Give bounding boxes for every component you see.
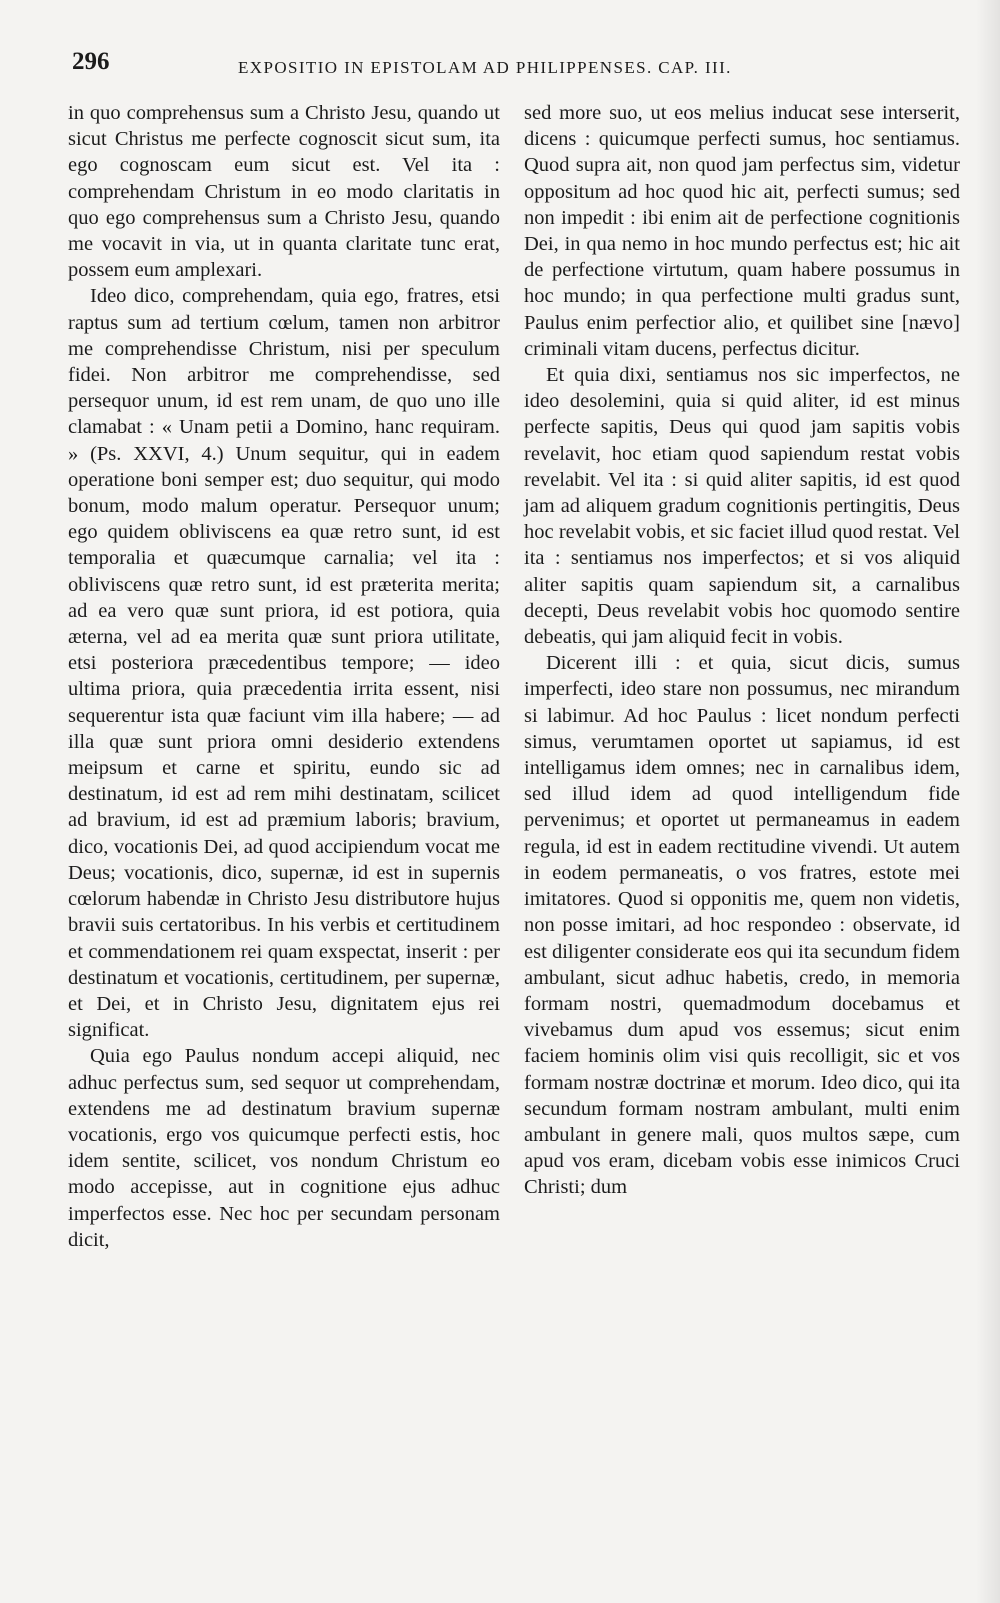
paragraph: Quia ego Paulus nondum accepi aliquid, nec adhuc perfectus sum, sed sequor ut comprehendam, extendens me ad destinatum bravium supernæ vocationis, ergo vos quicumque perfecti estis, hoc idem sentite, scilicet, vos nondum Christum eo modo accepisse, aut in cognitione ejus adhuc imperfectos esse. Nec hoc per secundam personam dicit, (68, 1045, 500, 1251)
left-column (68, 100, 500, 1253)
paragraph: in quo comprehensus sum a Christo Jesu, quando ut sicut Christus me perfecte cognoscit sicut sum, ita ego cognoscam eum sicut est. Vel ita : comprehendam Christum in eo modo claritatis in quo ego comprehensus sum a Christo Jesu, quando me vocavit in via, ut in quanta claritate tunc erat, possem eum amplexari. (68, 102, 500, 282)
paragraph: Ideo dico, comprehendam, quia ego, fratres, etsi raptus sum ad tertium cœlum, tamen non arbitror me comprehendisse Christum, nisi per speculum fidei. Non arbitror me comprehendisse, sed persequor unum, id est rem unam, de quo uno ille clamabat : « Unam petii a Domino, hanc requiram. » (Ps. XXVI, 4.) Unum sequitur, qui in eadem operatione boni semper est; duo sequitur, qui modo bonum, modo malum operatur. Persequor unum; ego quidem obliviscens ea quæ retro sunt, id est temporalia et quæcumque carnalia; vel ita : obliviscens quæ retro sunt, id est præterita merita; ad ea vero quæ sunt priora, id est potiora, quia æterna, vel ad ea merita quæ sunt priora utilitate, etsi posteriora præcedentibus tempore; — ideo ultima priora, quia præcedentia irrita essent, nisi sequerentur ista quæ faciunt vim illa habere; — ad illa quæ sunt priora omni desiderio extendens meipsum et carne et spiritu, eundo sic ad destinatum, id est ad rem mihi destinatam, scilicet ad bravium, id est ad præmium laboris; bravium, dico, vocationis Dei, ad quod accipiendum vocat me Deus; vocationis, dico, supernæ, id est in supernis cœlorum habendæ in Christo Jesu distributore hujus bravii suis certatoribus. In his verbis et certitudinem et commendationem rei quam exspectat, inserit : per destinatum et vocationis, certitudinem, per supernæ, et Dei, et in Christo Jesu, dignitatem ejus rei significat. (68, 285, 500, 1042)
paragraph: sed more suo, ut eos melius inducat sese interserit, dicens : quicumque perfecti sumus, hoc sentiamus. Quod supra ait, non quod jam perfectus sim, videtur oppositum ad hoc quod hic ait, perfecti sumus; sed non impedit : ibi enim ait de perfectione cognitionis Dei, in qua nemo in hoc mundo perfectus est; hic ait de perfectione virtutum, quam habere possumus in hoc mundo; in qua perfectione multi gradus sunt, Paulus enim perfectior alio, et quilibet sine [nævo] criminali vitam ducens, perfectus dicitur. (524, 102, 960, 360)
paragraph: Dicerent illi : et quia, sicut dicis, sumus imperfecti, ideo stare non possumus, nec mirandum si labimur. Ad hoc Paulus : licet nondum perfecti simus, verumtamen oportet ut sapiamus, id est intelligamus idem omnes; nec in carnalibus idem, sed illud idem ad quod intelligendum fide pervenimus; et oportet ut permaneamus in eadem regula, id est in eadem rectitudine vivendi. Ut autem in eodem permaneatis, o vos fratres, estote mei imitatores. Quod si opponitis me, quem non videtis, non posse imitari, ad hoc respondeo : observate, id est diligenter considerate eos qui ita secundum fidem ambulant, sicut adhuc habetis, credo, in memoria formam nostri, quemadmodum docebamus et vivebamus dum apud vos essemus; sicut enim faciem hominis olim visi quis recolligit, sic et vos formam nostræ doctrinæ et morum. Ideo dico, qui ita secundum formam nostram ambulant, multi enim ambulant in genere mali, quos multos sæpe, cum apud vos eram, dicebam vobis esse inimicos Cruci Christi; dum (524, 652, 960, 1199)
paragraph: Et quia dixi, sentiamus nos sic imperfectos, ne ideo desolemini, quia si quid aliter, id est minus perfecte sapitis, Deus qui quod jam sapitis vobis revelavit, hoc etiam quod sapiendum restat vobis revelabit. Vel ita : si quid aliter sapitis, id est quod jam ad aliquem gradum cognitionis pertingitis, Deus hoc revelabit vobis, et sic faciet illud quod restat. Vel ita : sentiamus nos imperfectos; et si vos aliquid aliter sapitis quam sapiendum sit, a carnalibus decepti, Deus revelabit vobis hoc quomodo sentire debeatis, qui jam aliquid fecit in vobis. (524, 364, 960, 649)
page-number: 296 (72, 48, 110, 75)
right-column (524, 100, 960, 1201)
page-edge-shadow (976, 0, 1000, 1603)
page-header (70, 44, 950, 84)
running-title: EXPOSITIO IN EPISTOLAM AD PHILIPPENSES. CAP. III. (238, 58, 732, 77)
